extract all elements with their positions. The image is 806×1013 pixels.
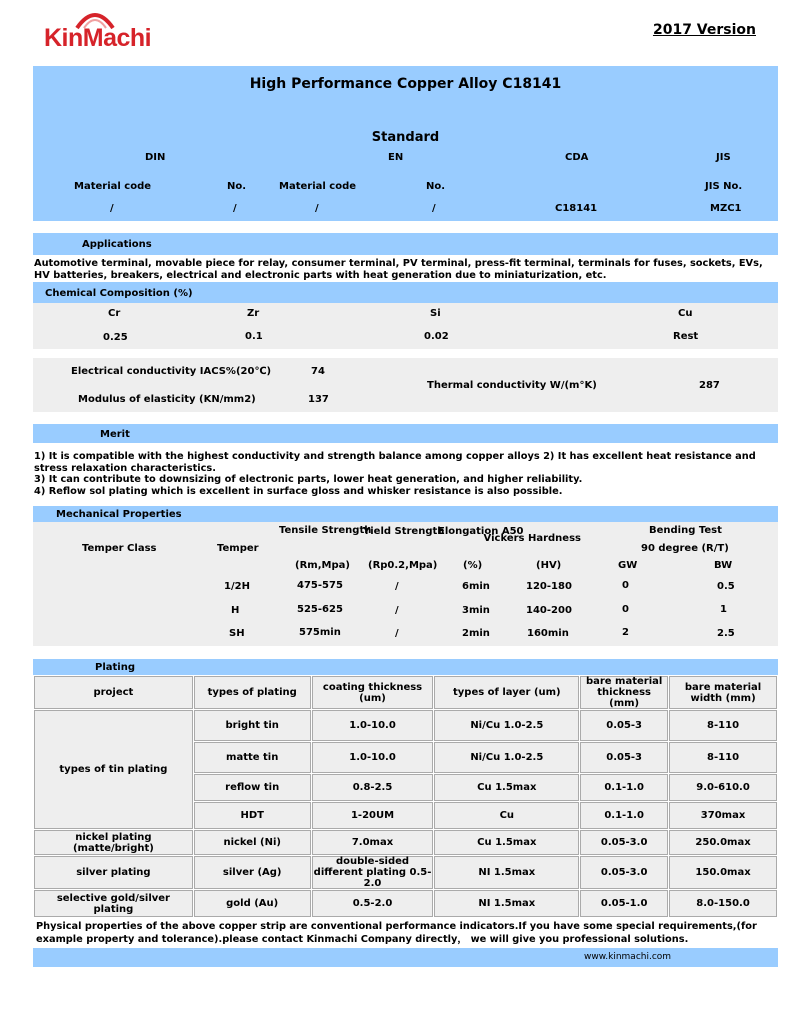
mech-elongation: 3min [462, 605, 490, 616]
modulus-value: 137 [308, 394, 329, 405]
table-cell: 150.0max [669, 856, 778, 890]
header-cell: types of layer (um) [434, 676, 580, 710]
mech-yield: / [395, 628, 399, 639]
plating-header-bar [33, 659, 778, 675]
table-cell: nickel plating (matte/bright) [34, 830, 194, 856]
element-label: Si [430, 308, 441, 319]
table-cell: 7.0max [311, 830, 434, 856]
merit-item: 3) It can contribute to downsizing of electronic parts, lower heat generation, and higher reliability. [34, 474, 583, 485]
table-cell: 1.0-10.0 [311, 742, 434, 774]
mech-bw: 2.5 [717, 628, 735, 639]
table-cell: 8-110 [669, 710, 778, 742]
table-cell: Cu 1.5max [434, 830, 580, 856]
table-cell: 1-20UM [311, 802, 434, 830]
unit-label: BW [714, 560, 733, 571]
header-cell: project [34, 676, 194, 710]
element-label: Zr [247, 308, 260, 319]
merit-list [34, 451, 779, 497]
header-cell: types of plating [193, 676, 311, 710]
modulus-label: Modulus of elasticity (KN/mm2) [78, 394, 256, 405]
thermal-value: 287 [699, 380, 720, 391]
table-cell: 0.05-3 [580, 742, 669, 774]
table-cell: 0.05-3.0 [580, 830, 669, 856]
table-row [34, 830, 778, 856]
chemical-heading: Chemical Composition (%) [45, 288, 193, 299]
std-din-no: No. [227, 181, 247, 192]
version-label: 2017 Version [652, 22, 756, 38]
chemical-header-bar [33, 282, 778, 303]
element-value: 0.1 [245, 331, 263, 342]
table-cell: silver plating [34, 856, 194, 890]
table-cell: reflow tin [193, 774, 311, 802]
mechanical-table [33, 522, 778, 646]
table-cell: double-sided different plating 0.5-2.0 [311, 856, 434, 890]
mech-bw: 0.5 [717, 581, 735, 592]
table-cell: Ni/Cu 1.0-2.5 [434, 710, 580, 742]
mechanical-heading: Mechanical Properties [56, 509, 182, 520]
kinmachi-logo [44, 6, 154, 62]
footer-bar [33, 948, 778, 967]
thermal-label: Thermal conductivity W/(m°K) [427, 380, 597, 391]
mech-tensile: 575min [299, 627, 341, 638]
merit-heading: Merit [100, 429, 130, 440]
table-cell: selective gold/silver plating [34, 890, 194, 918]
table-cell: 0.05-3 [580, 710, 669, 742]
applications-header-bar [33, 233, 778, 255]
table-cell: 250.0max [669, 830, 778, 856]
standard-heading: Standard [371, 130, 440, 145]
mech-gw: 0 [622, 604, 629, 615]
physical-properties-table [33, 358, 778, 412]
table-cell: 0.8-2.5 [311, 774, 434, 802]
std-value-cda: C18141 [555, 203, 598, 214]
unit-label: (Rm,Mpa) [295, 560, 350, 571]
merit-item: 4) Reflow sol plating which is excellent in surface gloss and whisker resistance is also possible. [34, 485, 563, 497]
std-jis-no: JIS No. [705, 181, 743, 192]
conductivity-value: 74 [311, 366, 325, 377]
col-yield: Yield Strength [363, 526, 445, 537]
table-cell: matte tin [193, 742, 311, 774]
col-temper: Temper [217, 543, 259, 554]
std-en: EN [388, 152, 404, 163]
element-value: 0.02 [424, 331, 449, 342]
std-en-no: No. [426, 181, 446, 192]
mech-gw: 2 [622, 627, 629, 638]
mech-tensile: 525-625 [297, 604, 343, 615]
unit-label: GW [618, 560, 638, 571]
col-hardness: Vickers Hardness [483, 533, 581, 544]
element-label: Cu [678, 308, 693, 319]
mech-tensile: 475-575 [297, 580, 343, 591]
table-row [34, 856, 778, 890]
mech-hardness: 140-200 [526, 605, 572, 616]
col-bending: Bending Test [649, 525, 722, 536]
table-cell: 0.1-1.0 [580, 774, 669, 802]
std-value: / [432, 203, 436, 214]
std-value: / [110, 203, 114, 214]
header-cell: bare material thickness (mm) [580, 676, 669, 710]
table-cell: 8.0-150.0 [669, 890, 778, 918]
table-cell: Cu [434, 802, 580, 830]
col-elongation: Elongation A50 [438, 526, 524, 537]
table-cell: 0.5-2.0 [311, 890, 434, 918]
table-cell: bright tin [193, 710, 311, 742]
table-cell: NI 1.5max [434, 856, 580, 890]
table-cell: HDT [193, 802, 311, 830]
mech-hardness: 120-180 [526, 581, 572, 592]
table-row [34, 710, 778, 742]
std-value-jis: MZC1 [710, 203, 742, 214]
tin-group-cell: types of tin plating [34, 710, 194, 830]
std-cda: CDA [565, 152, 589, 163]
mech-yield: / [395, 581, 399, 592]
table-header-row [34, 676, 778, 710]
mech-temper: H [231, 605, 240, 616]
plating-table [33, 675, 778, 918]
mech-elongation: 6min [462, 581, 490, 592]
table-cell: 0.05-1.0 [580, 890, 669, 918]
element-label: Cr [108, 308, 121, 319]
std-din: DIN [145, 152, 166, 163]
std-en-material-code: Material code [279, 181, 357, 192]
table-cell: 370max [669, 802, 778, 830]
plating-heading: Plating [95, 662, 135, 673]
mech-temper: 1/2H [224, 581, 250, 592]
table-cell: Ni/Cu 1.0-2.5 [434, 742, 580, 774]
table-cell: 8-110 [669, 742, 778, 774]
merit-item: 1) It is compatible with the highest conductivity and strength balance among copper alloys 2) It has excellent heat resistance and stress relaxation characteristics. [34, 451, 756, 474]
col-bending-sub: 90 degree (R/T) [641, 543, 729, 554]
col-temper-class: Temper Class [82, 543, 157, 554]
unit-label: (%) [463, 560, 483, 571]
mech-yield: / [395, 605, 399, 616]
page-title: High Performance Copper Alloy C18141 [249, 76, 562, 92]
disclaimer-note: Physical properties of the above copper strip are conventional performance indicators.If you have some special requirements,(for example property and tolerance).please contact Kinmachi Company directly， we will give you professional solutions. [36, 921, 757, 945]
table-cell: 0.1-1.0 [580, 802, 669, 830]
table-cell: 0.05-3.0 [580, 856, 669, 890]
applications-text: Automotive terminal, movable piece for relay, consumer terminal, PV terminal, press-fit terminal, terminals for fuses, sockets, EVs, HV batteries, breakers, electrical and electronic parts with heat generation due to miniaturization, etc. [34, 258, 763, 281]
std-din-material-code: Material code [74, 181, 152, 192]
conductivity-label: Electrical conductivity IACS%(20℃) [71, 366, 272, 377]
mech-elongation: 2min [462, 628, 490, 639]
mechanical-header-bar [33, 506, 778, 522]
mech-temper: SH [229, 628, 245, 639]
logo-text: KinMachi [44, 24, 152, 52]
table-cell: 9.0-610.0 [669, 774, 778, 802]
unit-label: (HV) [536, 560, 562, 571]
col-tensile: Tensile Strength [279, 525, 372, 536]
table-cell: silver (Ag) [193, 856, 311, 890]
mech-hardness: 160min [527, 628, 569, 639]
table-cell: 1.0-10.0 [311, 710, 434, 742]
standard-header [33, 66, 778, 221]
merit-header-bar [33, 424, 778, 443]
table-cell: Cu 1.5max [434, 774, 580, 802]
website-link[interactable]: www.kinmachi.com [584, 952, 672, 962]
std-value: / [233, 203, 237, 214]
element-value: Rest [673, 331, 699, 342]
header-cell: bare material width (mm) [669, 676, 778, 710]
applications-heading: Applications [82, 239, 152, 250]
table-cell: gold (Au) [193, 890, 311, 918]
element-value: 0.25 [103, 332, 128, 343]
table-cell: nickel (Ni) [193, 830, 311, 856]
header-cell: coating thickness (um) [311, 676, 434, 710]
mech-bw: 1 [720, 604, 727, 615]
std-value: / [315, 203, 319, 214]
std-jis: JIS [716, 152, 731, 163]
table-cell: NI 1.5max [434, 890, 580, 918]
table-row [34, 890, 778, 918]
mech-gw: 0 [622, 580, 629, 591]
unit-label: (Rp0.2,Mpa) [368, 560, 438, 571]
chemical-table [33, 303, 778, 349]
